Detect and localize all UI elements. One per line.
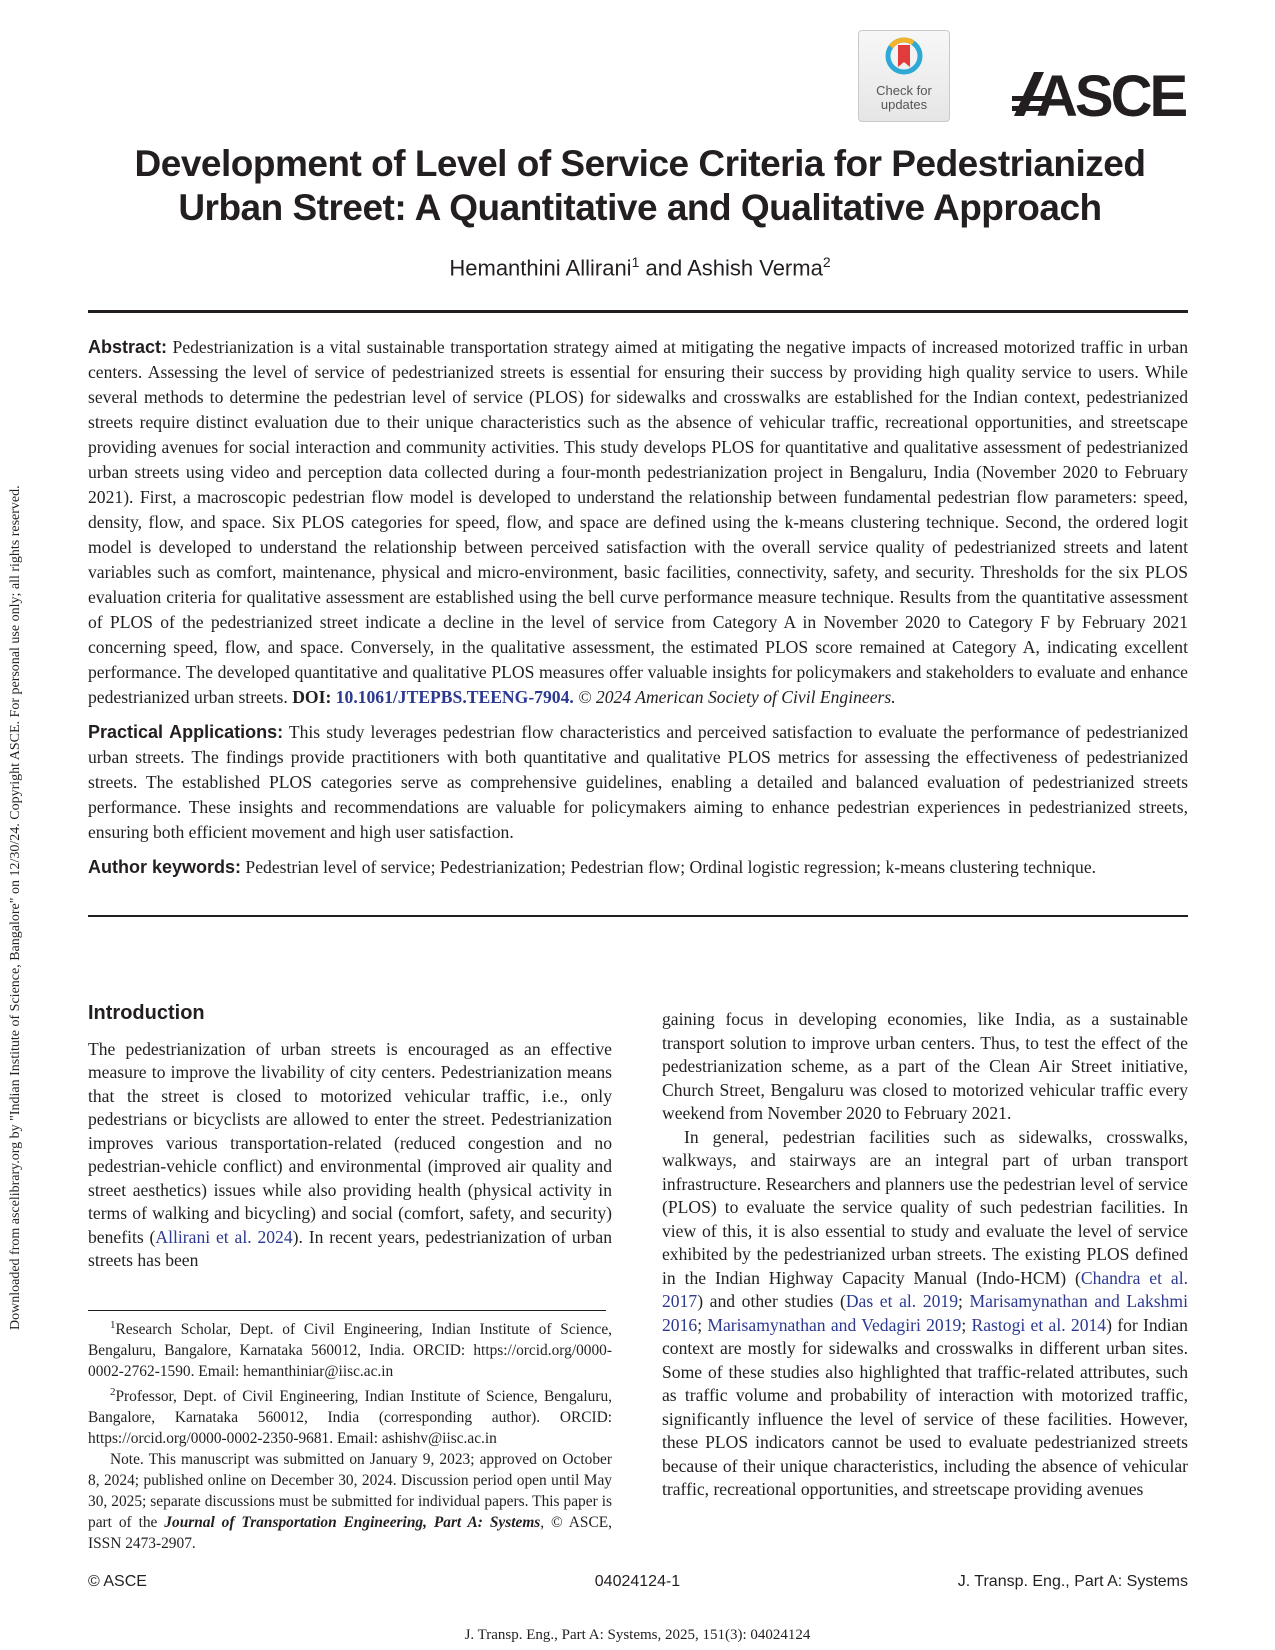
citation-link[interactable]: Chandra et al. 2017	[662, 1267, 1188, 1311]
asce-logo	[1012, 66, 1190, 125]
citation-separator: ;	[961, 1314, 972, 1335]
footer-page-number: 04024124-1	[594, 1573, 681, 1590]
check-for-updates-badge[interactable]	[858, 30, 950, 122]
citation-separator: ;	[697, 1314, 708, 1335]
keywords-label: Author keywords:	[88, 857, 242, 877]
author-joiner: and	[639, 255, 688, 281]
citation-link[interactable]: Rastogi et al. 2014	[971, 1314, 1107, 1335]
footnote-rule	[88, 1310, 606, 1311]
intro-text: ) for Indian context are mostly for sidewalks and crosswalks in different urban sites. Some of these studies also highlighted that traffic-related attributes, such as traffic volume and probability of interaction with motorized traffic, significantly influence the level of service of these facilities. However, these PLOS indicators cannot be used to evaluate pedestrianized streets because of their unique characteristics, including the absence of vehicular traffic, recreational opportunities, and streetscape providing avenues	[662, 1314, 1188, 1499]
abstract-bottom-rule	[88, 915, 1188, 917]
footer-copyright: © ASCE	[88, 1573, 147, 1590]
right-column	[662, 1008, 1188, 1502]
note-text: Note. This manuscript was submitted on January 9, 2023; approved on October 8, 2024; published online on December 30, 2024. Discussion period open until May 30, 2025; separate discussions must be submitted for individual papers. This paper is part of the	[88, 1451, 612, 1532]
footnote-marker: 2	[110, 1386, 116, 1399]
keywords-paragraph	[88, 855, 1188, 880]
introduction-heading: Introduction	[88, 1002, 205, 1024]
abstract-text: Pedestrianization is a vital sustainable transportation strategy aimed at mitigating the negative impacts of increased motorized traffic in urban centers. Assessing the level of service of pedestrianized streets is essential for ensuring their success by providing high quality service to users. While several methods to determine the pedestrian level of service (PLOS) for sidewalks and crosswalks are established for the Indian context, pedestrianized streets require distinct evaluation due to their unique characteristics such as the absence of vehicular traffic, recreational opportunities, and streetscape providing avenues for social interaction and community activities. This study develops PLOS for quantitative and qualitative assessment of pedestrianized urban streets using video and perception data collected during a four-month pedestrianization project in Bengaluru, India (November 2020 to February 2021). First, a macroscopic pedestrian flow model is developed to understand the relationship between fundamental pedestrian flow parameters: speed, density, flow, and space. Six PLOS categories for speed, flow, and space are defined using the k-means clustering technique. Second, the ordered logit model is developed to understand the relationship between perceived satisfaction with the overall service quality of pedestrianized streets and latent variables such as comfort, maintenance, physical and micro-environment, basic facilities, connectivity, safety, and security. Thresholds for the six PLOS evaluation criteria for qualitative assessment are established using the bell curve performance measure technique. Results from the quantitative assessment of PLOS of the pedestrianized street indicate a decline in the level of service from Category A in November 2020 to Category F by February 2021 concerning speed, flow, and space. Conversely, in the qualitative assessment, the estimated PLOS score remained at Category A, indicating excellent performance. The developed quantitative and qualitative PLOS measures offer valuable insights for policymakers and stakeholders to evaluate and enhance pedestrianized urban streets.	[88, 337, 1188, 707]
doi-link[interactable]: 10.1061/JTEPBS.TEENG-7904.	[335, 687, 574, 707]
doi-label: DOI:	[292, 687, 332, 707]
author-2: Ashish Verma	[687, 255, 823, 281]
note-text: , © ASCE, ISSN 2473-2907.	[88, 1514, 612, 1553]
intro-paragraph-1-continued: gaining focus in developing economies, like India, as a sustainable transport solution to improve urban centers. Thus, to test the effect of the pedestrianization scheme, as a part of the Clean Air Street initiative, Church Street, Bengaluru was closed to motorized vehicular traffic every weekend from November 2020 to February 2021.	[662, 1009, 1188, 1123]
top-rule	[88, 310, 1188, 313]
footnote-2	[88, 1382, 612, 1449]
author-1: Hemanthini Allirani	[449, 255, 632, 281]
intro-text: ). In recent years, pedestrianization of urban streets has been	[88, 1226, 612, 1270]
page-citation: J. Transp. Eng., Part A: Systems, 2025, 151(3): 04024124	[464, 1627, 811, 1643]
keywords-text: Pedestrian level of service; Pedestrianization; Pedestrian flow; Ordinal logistic regression; k-means clustering technique.	[241, 857, 1097, 877]
intro-paragraph-2	[662, 1126, 1188, 1502]
badge-label-line2: updates	[880, 97, 928, 112]
practical-applications-label: Practical Applications:	[88, 722, 284, 742]
intro-text: In general, pedestrian facilities such as sidewalks, crosswalks, walkways, and stairways are an integral part of urban transport infrastructure. Researchers and planners use the pedestrian level of service (PLOS) to evaluate the service quality of such pedestrian facilities. In view of this, it is also essential to study and evaluate the level of service exhibited by the pedestrianized urban streets. The existing PLOS defined in the Indian Highway Capacity Manual (Indo-HCM) (	[662, 1126, 1188, 1288]
bookmark-ring-icon	[884, 37, 924, 79]
footer-journal: J. Transp. Eng., Part A: Systems	[957, 1573, 1188, 1590]
footnote-text: Professor, Dept. of Civil Engineering, Indian Institute of Science, Bengaluru, Bangalore, Karnataka 560012, India (corresponding author). ORCID: https://orcid.org/0000-0002-2350-9681. Email: ashishv@iisc.ac.in	[88, 1388, 612, 1448]
citation-link[interactable]: Das et al. 2019	[845, 1291, 959, 1311]
badge-label-line1: Check for	[876, 83, 932, 98]
left-column	[88, 1002, 612, 1273]
intro-text: ) and other studies (	[697, 1291, 846, 1311]
practical-applications-paragraph	[88, 720, 1188, 845]
asce-logo-text: ASCE	[1036, 66, 1186, 120]
footnote-1	[88, 1315, 612, 1382]
download-watermark: Downloaded from ascelibrary.org by "Indian Institute of Science, Bangalore" on 12/30/24. Copyright ASCE. For personal use only; all rights reserved.	[8, 485, 23, 1330]
intro-paragraph-1	[88, 1038, 612, 1273]
author-line	[90, 254, 1190, 281]
abstract-copyright: © 2024 American Society of Civil Engineers.	[573, 687, 896, 707]
citation-separator: ;	[958, 1291, 970, 1311]
citation-link[interactable]: Allirani et al. 2024	[155, 1226, 293, 1247]
abstract-section	[88, 335, 1188, 880]
citation-link[interactable]: Marisamynathan and Vedagiri 2019	[707, 1314, 962, 1335]
footnote-text: Research Scholar, Dept. of Civil Engineering, Indian Institute of Science, Bengaluru, Bangalore, Karnataka 560012, India. ORCID: https://orcid.org/0000-0002-2762-1590. Email: hemanthiniar@iisc.ac.in	[88, 1321, 612, 1381]
abstract-paragraph	[88, 335, 1188, 710]
author-1-affil: 1	[631, 254, 640, 270]
practical-applications-text: This study leverages pedestrian flow characteristics and perceived satisfaction to evaluate the performance of pedestrianized urban streets. The findings provide practitioners with both quantitative and qualitative PLOS metrics for assessing the effectiveness of pedestrianized streets. The established PLOS categories serve as comprehensive guidelines, enabling a detailed and balanced evaluation of pedestrianized streets performance. These insights and recommendations are valuable for policymakers aiming to enhance pedestrian experiences in pedestrianized streets, ensuring both efficient movement and high user satisfaction.	[88, 722, 1189, 842]
footnotes	[88, 1315, 612, 1554]
article-title: Development of Level of Service Criteria for Pedestrianized Urban Street: A Quantitative and Qualitative Approach	[134, 143, 1146, 228]
abstract-label: Abstract:	[88, 337, 168, 357]
author-2-affil: 2	[822, 254, 831, 270]
journal-name: Journal of Transportation Engineering, Part A: Systems	[164, 1514, 541, 1532]
manuscript-note	[88, 1449, 612, 1554]
intro-text: The pedestrianization of urban streets is encouraged as an effective measure to improve the livability of city centers. Pedestrianization means that the street is closed to motorized vehicular traffic, i.e., only pedestrians or bicyclists are allowed to enter the street. Pedestrianization improves various transportation-related (reduced congestion and no pedestrian-vehicle conflict) and environmental (improved air quality and street aesthetics) issues while also providing health (physical activity in terms of walking and bicycling) and social (comfort, safety, and security) benefits (	[88, 1038, 612, 1247]
footnote-marker: 1	[110, 1319, 116, 1331]
citation-link[interactable]: Marisamynathan and Lakshmi 2016	[662, 1291, 1188, 1335]
